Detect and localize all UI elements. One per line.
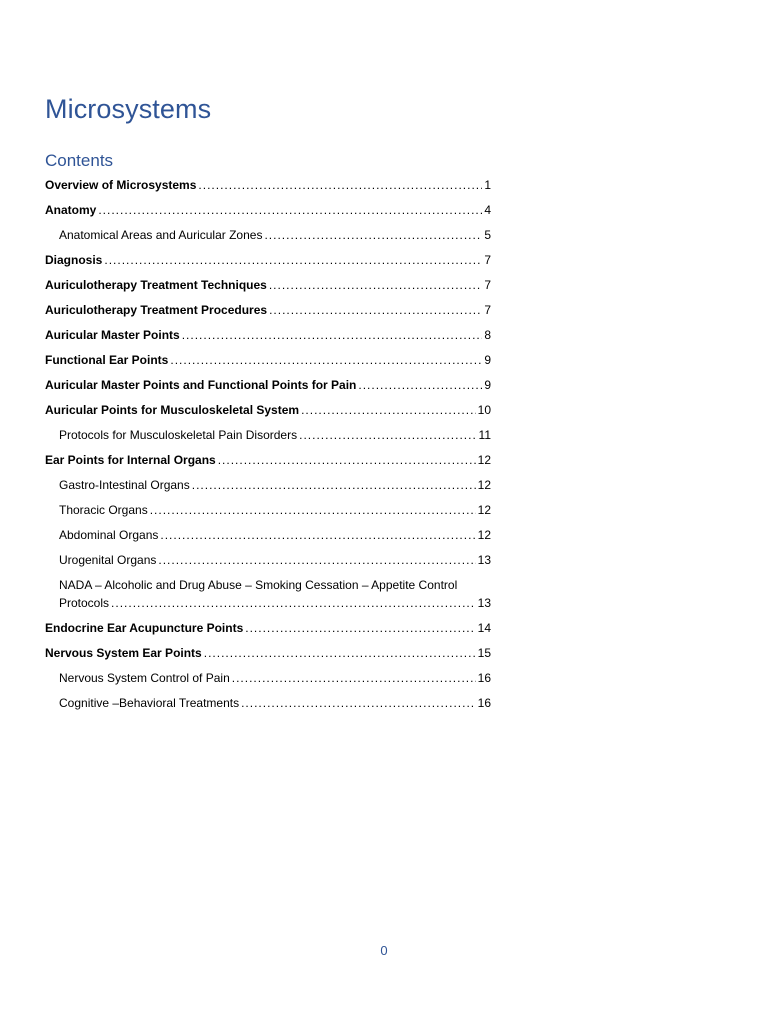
toc-entry-page-number: 4	[484, 203, 491, 217]
toc-dot-leader	[358, 376, 482, 394]
toc-entry-line	[45, 251, 491, 269]
toc-dot-leader	[301, 401, 476, 419]
toc-entry[interactable]	[45, 576, 491, 612]
toc-entry[interactable]	[45, 694, 491, 712]
toc-entry-page-number: 12	[477, 528, 491, 542]
table-of-contents	[45, 176, 491, 712]
toc-entry-title: Gastro-Intestinal Organs	[59, 478, 190, 492]
page-title: Microsystems	[45, 94, 212, 124]
toc-dot-leader	[158, 551, 475, 569]
toc-entry-line	[45, 276, 491, 294]
toc-entry-line	[45, 501, 491, 519]
toc-entry-line	[45, 644, 491, 662]
toc-entry[interactable]	[45, 669, 491, 687]
page-number: 0	[380, 943, 388, 958]
toc-entry-title: Thoracic Organs	[59, 503, 148, 517]
toc-entry[interactable]	[45, 619, 491, 637]
toc-entry-page-number: 16	[477, 696, 491, 710]
toc-entry-page-number: 13	[477, 596, 491, 610]
toc-entry-line	[45, 176, 491, 194]
toc-entry-title-line: NADA – Alcoholic and Drug Abuse – Smoking Cessation – Appetite Control	[59, 578, 458, 592]
toc-entry-title: Endocrine Ear Acupuncture Points	[45, 621, 244, 635]
toc-entry[interactable]	[45, 551, 491, 569]
toc-entry-line	[45, 669, 491, 687]
toc-entry[interactable]	[45, 226, 491, 244]
toc-entry[interactable]	[45, 426, 491, 444]
toc-entry-title: Protocols	[59, 596, 110, 610]
toc-entry-page-number: 15	[477, 646, 491, 660]
toc-entry-page-number: 5	[484, 228, 491, 242]
toc-entry-title: Auriculotherapy Treatment Procedures	[45, 303, 268, 317]
toc-entry-page-number: 7	[484, 253, 491, 267]
toc-entry[interactable]	[45, 451, 491, 469]
toc-entry-title: Anatomical Areas and Auricular Zones	[59, 228, 263, 242]
toc-entry[interactable]	[45, 376, 491, 394]
toc-entry-page-number: 12	[477, 503, 491, 517]
toc-entry-title: Abdominal Organs	[59, 528, 159, 542]
toc-dot-leader	[269, 276, 482, 294]
toc-entry-line	[45, 326, 491, 344]
toc-dot-leader	[264, 226, 482, 244]
toc-entry-line	[45, 619, 491, 637]
toc-entry-page-number: 9	[484, 378, 491, 392]
toc-entry[interactable]	[45, 351, 491, 369]
toc-entry-title: Auricular Master Points	[45, 328, 180, 342]
toc-entry-line	[45, 451, 491, 469]
toc-entry[interactable]	[45, 251, 491, 269]
toc-dot-leader	[204, 644, 476, 662]
toc-entry-line	[45, 476, 491, 494]
toc-dot-leader	[98, 201, 482, 219]
toc-entry-title: Auricular Points for Musculoskeletal System	[45, 403, 300, 417]
toc-entry-line	[45, 201, 491, 219]
toc-entry-title: Nervous System Control of Pain	[59, 671, 230, 685]
toc-dot-leader	[104, 251, 482, 269]
toc-dot-leader	[218, 451, 476, 469]
toc-entry-title: Auricular Master Points and Functional Points for Pain	[45, 378, 357, 392]
toc-entry-page-number: 7	[484, 303, 491, 317]
toc-dot-leader	[245, 619, 475, 637]
toc-entry-title: Functional Ear Points	[45, 353, 169, 367]
toc-dot-leader	[182, 326, 483, 344]
toc-entry[interactable]	[45, 526, 491, 544]
toc-entry-title: Diagnosis	[45, 253, 103, 267]
toc-dot-leader	[192, 476, 476, 494]
toc-entry-page-number: 9	[484, 353, 491, 367]
toc-dot-leader	[299, 426, 476, 444]
toc-entry-page-number: 8	[484, 328, 491, 342]
toc-entry-page-number: 12	[477, 478, 491, 492]
toc-entry-title: Ear Points for Internal Organs	[45, 453, 216, 467]
toc-entry-title: Nervous System Ear Points	[45, 646, 202, 660]
toc-entry-page-number: 16	[477, 671, 491, 685]
toc-entry-line	[45, 551, 491, 569]
toc-entry[interactable]	[45, 326, 491, 344]
toc-entry-page-number: 1	[484, 178, 491, 192]
toc-entry-title: Overview of Microsystems	[45, 178, 197, 192]
toc-entry-line	[45, 426, 491, 444]
toc-entry-page-number: 14	[477, 621, 491, 635]
toc-entry-page-number: 11	[478, 428, 491, 442]
toc-entry-title: Cognitive –Behavioral Treatments	[59, 696, 240, 710]
toc-entry-line	[45, 401, 491, 419]
toc-entry[interactable]	[45, 476, 491, 494]
toc-entry[interactable]	[45, 401, 491, 419]
toc-entry-page-number: 12	[477, 453, 491, 467]
toc-entry-line	[45, 226, 491, 244]
toc-entry-line	[45, 351, 491, 369]
toc-entry-title: Urogenital Organs	[59, 553, 157, 567]
toc-entry[interactable]	[45, 644, 491, 662]
toc-entry-page-number: 7	[484, 278, 491, 292]
toc-dot-leader	[111, 594, 476, 612]
toc-entry[interactable]	[45, 176, 491, 194]
toc-entry-line	[45, 301, 491, 319]
toc-dot-leader	[241, 694, 476, 712]
toc-entry-page-number: 10	[477, 403, 491, 417]
toc-entry-line	[45, 376, 491, 394]
toc-entry-title: Anatomy	[45, 203, 97, 217]
toc-entry-line	[45, 526, 491, 544]
toc-entry-line	[45, 594, 491, 612]
toc-dot-leader	[269, 301, 482, 319]
toc-entry-title: Protocols for Musculoskeletal Pain Disorders	[59, 428, 298, 442]
toc-dot-leader	[170, 351, 482, 369]
toc-entry[interactable]	[45, 301, 491, 319]
toc-dot-leader	[150, 501, 476, 519]
toc-entry-title: Auriculotherapy Treatment Techniques	[45, 278, 267, 292]
toc-entry[interactable]	[45, 501, 491, 519]
toc-entry[interactable]	[45, 276, 491, 294]
toc-dot-leader	[160, 526, 475, 544]
contents-heading: Contents	[45, 151, 114, 170]
toc-entry[interactable]	[45, 201, 491, 219]
toc-entry-line	[45, 694, 491, 712]
toc-dot-leader	[198, 176, 482, 194]
toc-dot-leader	[232, 669, 476, 687]
toc-entry-page-number: 13	[477, 553, 491, 567]
